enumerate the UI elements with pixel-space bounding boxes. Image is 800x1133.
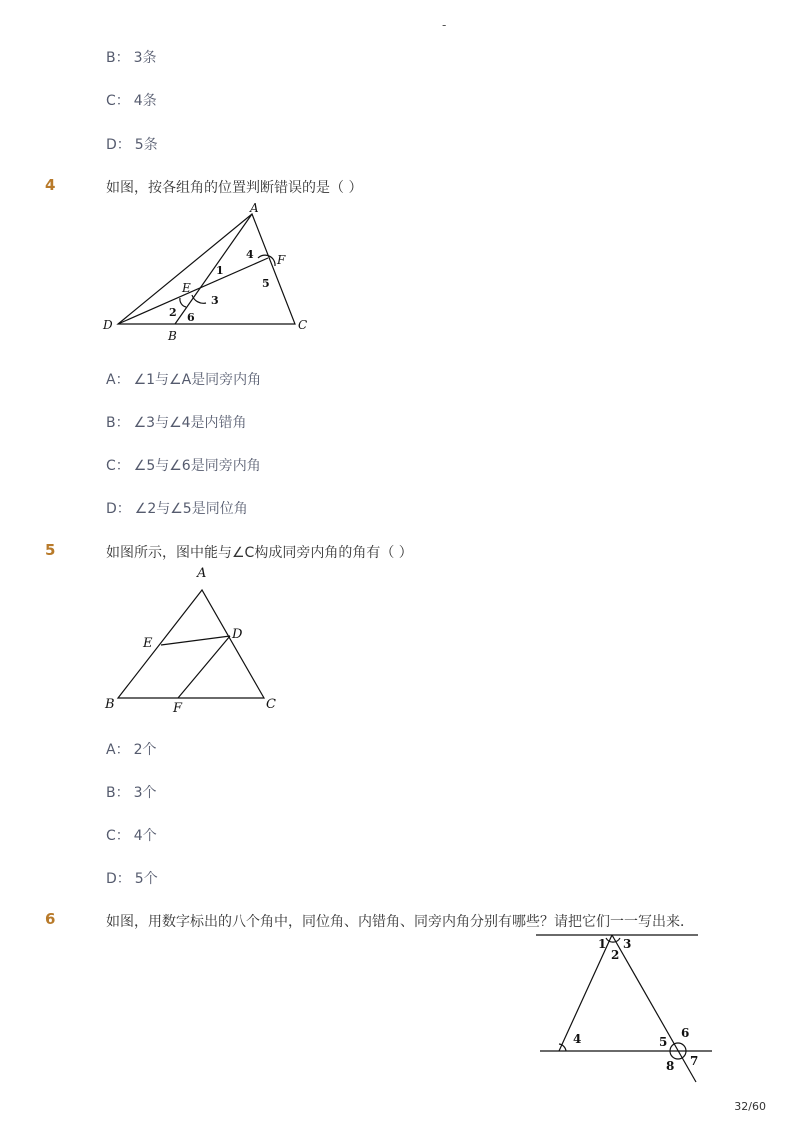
option-letter: A — [106, 372, 116, 388]
q4-angle-4: 4 — [246, 248, 254, 261]
option-letter: A — [106, 742, 116, 758]
q4-number: 4 — [45, 176, 56, 194]
q5-option-c[interactable]: C： 4个 — [106, 828, 157, 844]
q3-option-c[interactable]: C： 4条 — [106, 93, 157, 109]
option-text: 5条 — [134, 137, 158, 153]
q6-right-transversal — [612, 935, 699, 1082]
q6-angle-7: 7 — [690, 1054, 699, 1068]
option-text: ∠1与∠A是同旁内角 — [133, 372, 262, 388]
q6-text: 如图，用数字标出的八个角中，同位角、内错角、同旁内角分别有哪些？请把它们一一写出来． — [106, 914, 694, 930]
q5-number: 5 — [45, 541, 56, 559]
q5-label-a: A — [197, 566, 207, 581]
q4-angle-1: 1 — [216, 264, 224, 277]
q6-angle-1: 1 — [598, 937, 607, 951]
option-text: ∠3与∠4是内错角 — [133, 415, 247, 431]
q4-angle-6: 6 — [187, 311, 195, 324]
q6-angle-8: 8 — [666, 1059, 675, 1073]
option-letter: C — [106, 828, 116, 844]
q4-triangle-adc — [118, 214, 295, 324]
q5-option-b[interactable]: B： 3个 — [106, 785, 157, 801]
q4-option-a[interactable]: A： ∠1与∠A是同旁内角 — [106, 372, 262, 388]
q4-angle-3: 3 — [211, 294, 219, 307]
q4-angle-2: 2 — [169, 306, 177, 319]
q6-figure — [530, 928, 720, 1088]
q6-angle-3: 3 — [623, 937, 632, 951]
q4-arc-6 — [180, 298, 186, 307]
q5-option-a[interactable]: A： 2个 — [106, 742, 157, 758]
q6-arc-top — [606, 938, 620, 942]
q6-angle-2: 2 — [611, 948, 620, 962]
q4-arc-4-5 — [258, 255, 275, 266]
option-text: 4个 — [133, 828, 157, 844]
q5-line-df — [178, 636, 230, 698]
option-text: 5个 — [134, 871, 158, 887]
q3-option-d[interactable]: D： 5条 — [106, 137, 158, 153]
page-top-mark: - — [442, 18, 447, 32]
q4-label-d: D — [103, 318, 113, 332]
option-letter: B — [106, 785, 116, 801]
q4-option-c[interactable]: C： ∠5与∠6是同旁内角 — [106, 458, 261, 474]
option-text: ∠5与∠6是同旁内角 — [133, 458, 261, 474]
q6-number: 6 — [45, 910, 56, 928]
q4-label-c: C — [298, 318, 308, 332]
q4-angle-5: 5 — [262, 277, 270, 290]
q6-angle-4: 4 — [573, 1032, 582, 1046]
option-letter: D — [106, 871, 117, 887]
option-letter: B — [106, 415, 116, 431]
q5-line-ed — [161, 636, 230, 645]
q5-label-e: E — [143, 636, 153, 651]
q4-label-b: B — [168, 329, 177, 343]
q3-option-b[interactable]: B： 3条 — [106, 50, 157, 66]
q6-angle-5: 5 — [659, 1035, 668, 1049]
q5-label-d: D — [232, 627, 243, 642]
q5-option-d[interactable]: D： 5个 — [106, 871, 158, 887]
q4-text: 如图，按各组角的位置判断错误的是（ ） — [106, 180, 363, 196]
option-letter: C — [106, 93, 116, 109]
q5-figure — [100, 560, 290, 720]
q6-left-transversal — [559, 935, 612, 1051]
q5-label-b: B — [105, 697, 115, 712]
q4-label-a: A — [250, 201, 259, 215]
q4-label-f: F — [277, 253, 286, 267]
q4-option-d[interactable]: D： ∠2与∠5是同位角 — [106, 501, 248, 517]
option-text: 3个 — [133, 785, 157, 801]
q6-angle-6: 6 — [681, 1026, 690, 1040]
option-text: ∠2与∠5是同位角 — [134, 501, 248, 517]
option-text: 2个 — [133, 742, 157, 758]
q5-text: 如图所示，图中能与∠C构成同旁内角的角有（ ） — [106, 545, 413, 561]
q5-label-c: C — [266, 697, 276, 712]
q5-label-f: F — [173, 701, 183, 716]
q4-figure — [100, 195, 320, 345]
q4-label-e: E — [182, 281, 191, 295]
option-letter: D — [106, 137, 117, 153]
option-letter: D — [106, 501, 117, 517]
option-letter: C — [106, 458, 116, 474]
q4-option-b[interactable]: B： ∠3与∠4是内错角 — [106, 415, 247, 431]
option-letter: B — [106, 50, 116, 66]
option-text: 4条 — [133, 93, 157, 109]
option-text: 3条 — [133, 50, 157, 66]
page-number: 32/60 — [734, 1100, 766, 1113]
q4-line-ab — [175, 214, 252, 324]
